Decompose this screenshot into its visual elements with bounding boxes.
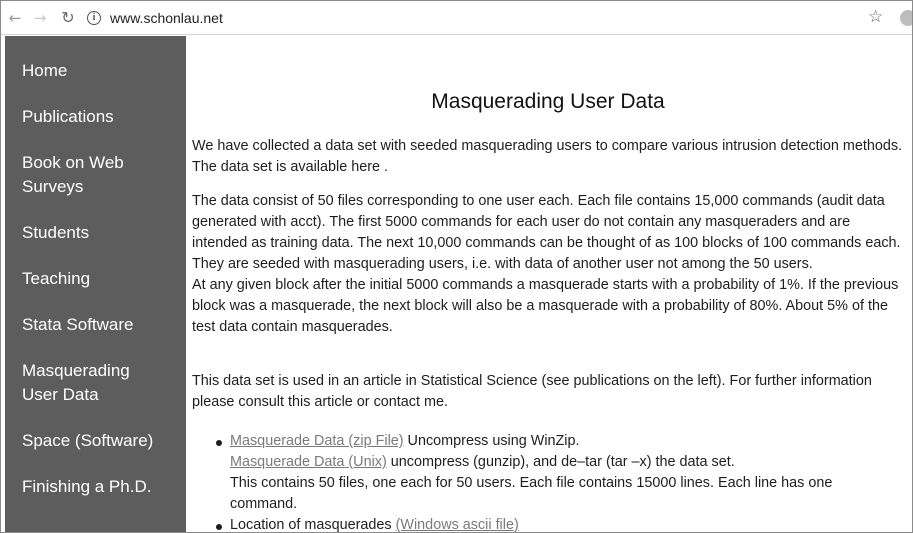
masquerade-location-label: Location of masquerades xyxy=(230,517,396,533)
intro-paragraph: We have collected a data set with seeded masquerading users to compare various intrusion detection methods. The data set is available here . xyxy=(192,138,903,175)
sidebar-item-publications[interactable]: Publications xyxy=(22,107,114,126)
sidebar-item-masquerading-user-data[interactable]: Masquerading User Data xyxy=(22,361,130,404)
bullet-dot xyxy=(216,524,222,530)
windows-ascii-file-link[interactable]: (Windows ascii file) xyxy=(395,517,519,533)
unix-line xyxy=(230,452,902,473)
data-description-paragraph xyxy=(192,191,904,338)
unix-file-link[interactable]: Masquerade Data (Unix) xyxy=(230,454,387,470)
sidebar-item-home[interactable]: Home xyxy=(22,61,68,80)
bullet-dot xyxy=(216,440,222,446)
sidebar-item-book-on-web-surveys[interactable]: Book on Web Surveys xyxy=(22,153,124,196)
extension-icon[interactable] xyxy=(900,10,913,26)
article-paragraph: This data set is used in an article in Statistical Science (see publications on the left). For further information please consult this article or contact me. xyxy=(192,373,872,410)
sidebar-item-students[interactable]: Students xyxy=(22,223,90,242)
sidebar-item-space-software[interactable]: Space (Software) xyxy=(22,431,154,450)
zip-instructions: Uncompress using WinZip. xyxy=(403,433,580,449)
reload-icon[interactable]: ↻ xyxy=(61,8,75,27)
block-probability-text: At any given block after the initial 5000 commands a masquerade starts with a probability of 1%. If the previous block was a masquerade, the next block will also be a masquerade with a probability of 80%. About 5% of the test data contain masquerades. xyxy=(192,277,899,335)
list-item xyxy=(230,431,902,515)
sidebar-item-finishing-phd[interactable]: Finishing a Ph.D. xyxy=(22,477,152,496)
page-title: Masquerading User Data xyxy=(431,90,665,113)
forward-arrow-icon[interactable]: → xyxy=(33,9,47,27)
unix-instructions: uncompress (gunzip), and de–tar (tar –x) the data set. xyxy=(386,454,735,470)
main-content xyxy=(186,36,912,533)
contents-description: This contains 50 files, one each for 50 users. Each file contains 15000 lines. Each line has one command. xyxy=(230,475,833,512)
zip-file-link[interactable]: Masquerade Data (zip File) xyxy=(230,433,404,449)
data-description-text: The data consist of 50 files corresponding to one user each. Each file contains 15,000 commands (audit data generated with acct). The first 5000 commands for each user do not contain any masqueraders and are intended as training data. The next 10,000 commands can be thought of as 100 blocks of 100 commands each. They are seeded with masquerading users, i.e. with data of another user not among the 50 users. xyxy=(192,193,901,272)
browser-toolbar xyxy=(1,1,912,35)
sidebar xyxy=(5,36,186,533)
sidebar-item-stata-software[interactable]: Stata Software xyxy=(22,315,134,334)
list-item xyxy=(230,515,902,533)
sidebar-item-teaching[interactable]: Teaching xyxy=(22,269,91,288)
info-icon[interactable]: i xyxy=(87,11,101,25)
address-bar[interactable]: www.schonlau.net xyxy=(110,10,223,26)
zip-line xyxy=(230,431,902,452)
star-icon[interactable]: ☆ xyxy=(868,7,884,27)
back-arrow-icon[interactable]: ← xyxy=(8,9,22,27)
